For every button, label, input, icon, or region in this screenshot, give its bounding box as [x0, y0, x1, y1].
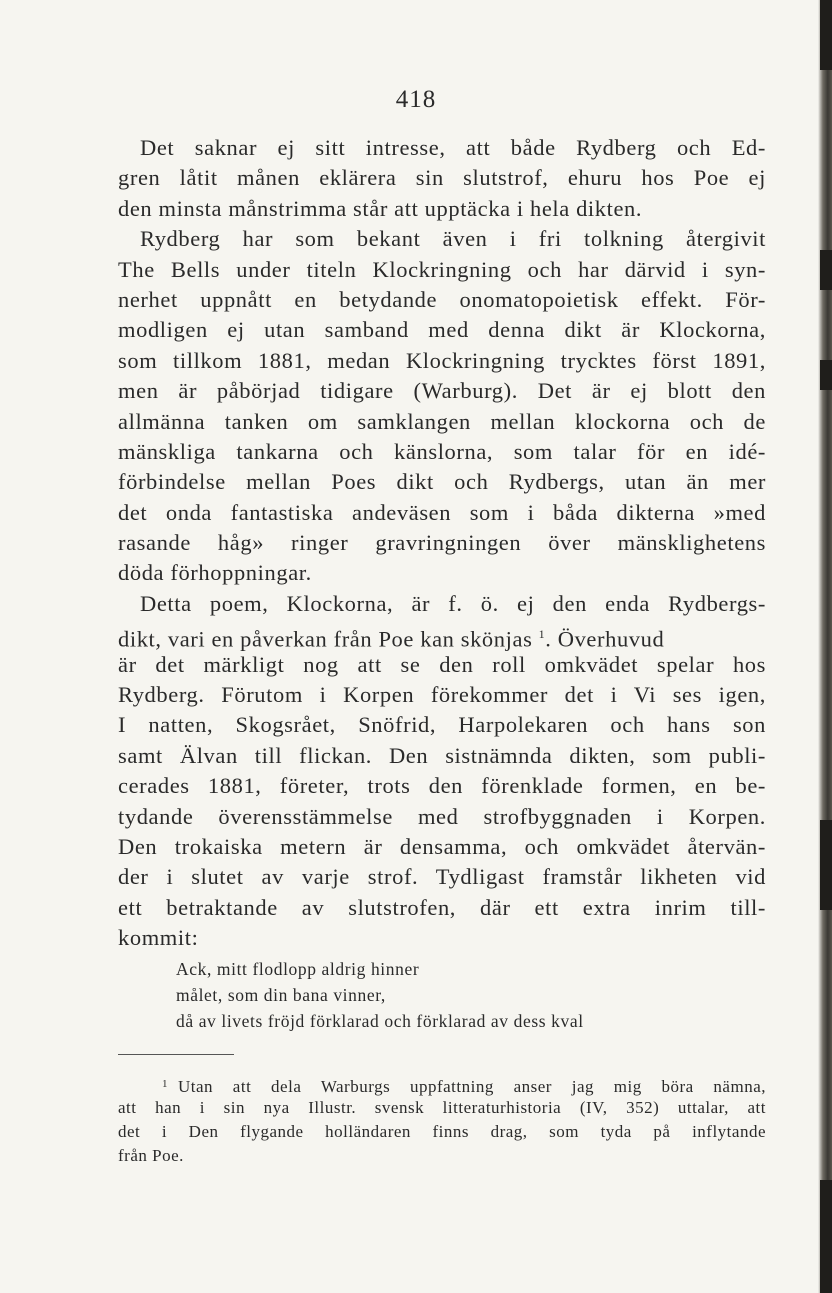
- text-line: der i slutet av varje strof. Tydligast framstår likheten vid: [118, 864, 766, 890]
- text-line: mänskliga tankarna och känslorna, som talar för en idé-: [118, 438, 766, 464]
- text-line: Detta poem, Klockorna, är f. ö. ej den enda Rydbergs-: [140, 590, 766, 616]
- text-line: men är påbörjad tidigare (Warburg). Det är ej blott den: [118, 378, 766, 404]
- verse-line: målet, som din bana vinner,: [176, 985, 386, 1005]
- text-line: allmänna tanken om samklangen mellan klockorna och de: [118, 408, 766, 434]
- body-text: [118, 133, 766, 954]
- page-number: 418: [395, 86, 437, 113]
- text-line: cerades 1881, företer, trots den förenklade formen, en be-: [118, 773, 766, 799]
- page-edge: [818, 0, 832, 1293]
- text-line: Den trokaiska metern är densamma, och omkvädet återvän-: [118, 833, 766, 859]
- text-line: rasande håg» ringer gravringningen över mänsklighetens: [118, 530, 766, 556]
- text-line: modligen ej utan samband med denna dikt är Klockorna,: [118, 317, 766, 343]
- text-line: förbindelse mellan Poes dikt och Rydbergs, utan än mer: [118, 469, 766, 495]
- text-line: Rydberg har som bekant även i fri tolkning återgivit: [140, 226, 766, 252]
- text-line: det onda fantastiska andeväsen som i båda dikterna »med: [118, 499, 766, 525]
- text-line: är det märkligt nog att se den roll omkvädet spelar hos: [118, 651, 766, 677]
- footnote-reference: 1: [538, 627, 546, 642]
- footnote-line: att han i sin nya Illustr. svensk litteraturhistoria (IV, 352) uttalar, att: [118, 1098, 766, 1117]
- text-line: samt Älvan till flickan. Den sistnämnda dikten, som publi-: [118, 742, 766, 768]
- text-fragment: . Överhuvud: [545, 626, 665, 652]
- text-line: I natten, Skogsrået, Snöfrid, Harpolekaren och hans son: [118, 712, 766, 738]
- text-line: tydande överensstämmelse med strofbyggnaden i Korpen.: [118, 803, 766, 829]
- text-line: den minsta månstrimma står att upptäcka i hela dikten.: [118, 195, 643, 221]
- text-line: Det saknar ej sitt intresse, att både Rydberg och Ed-: [140, 135, 766, 160]
- footnote-marker: 1: [162, 1078, 168, 1090]
- text-fragment: dikt, vari en påverkan från Poe kan skönjas: [118, 626, 533, 652]
- footnote-divider: [118, 1054, 234, 1055]
- text-line: kommit:: [118, 925, 199, 951]
- footnote-line: det i Den flygande holländaren finns drag, som tyda på inflytande: [118, 1122, 766, 1141]
- footnote: [118, 1072, 766, 1168]
- verse-line: då av livets fröjd förklarad och förklarad av dess kval: [176, 1011, 584, 1031]
- text-line-with-footnote: [118, 619, 766, 652]
- text-line: nerhet uppnått en betydande onomatopoietisk effekt. För-: [118, 286, 766, 312]
- verse-line: Ack, mitt flodlopp aldrig hinner: [176, 959, 420, 979]
- text-line: döda förhoppningar.: [118, 560, 312, 586]
- text-line: gren låtit månen eklärera sin slutstrof, ehuru hos Poe ej: [118, 165, 766, 191]
- text-line: Rydberg. Förutom i Korpen förekommer det i Vi ses igen,: [118, 682, 766, 708]
- text-line: som tillkom 1881, medan Klockringning trycktes först 1891,: [118, 347, 766, 373]
- text-line: ett betraktande av slutstrofen, där ett extra inrim till-: [118, 894, 766, 920]
- footnote-line: [118, 1072, 766, 1096]
- verse-quote: [176, 956, 584, 1034]
- text-line: The Bells under titeln Klockringning och har därvid i syn-: [118, 256, 766, 282]
- footnote-text: Utan att dela Warburgs uppfattning anser jag mig böra nämna,: [178, 1077, 766, 1096]
- footnote-line: från Poe.: [118, 1146, 184, 1165]
